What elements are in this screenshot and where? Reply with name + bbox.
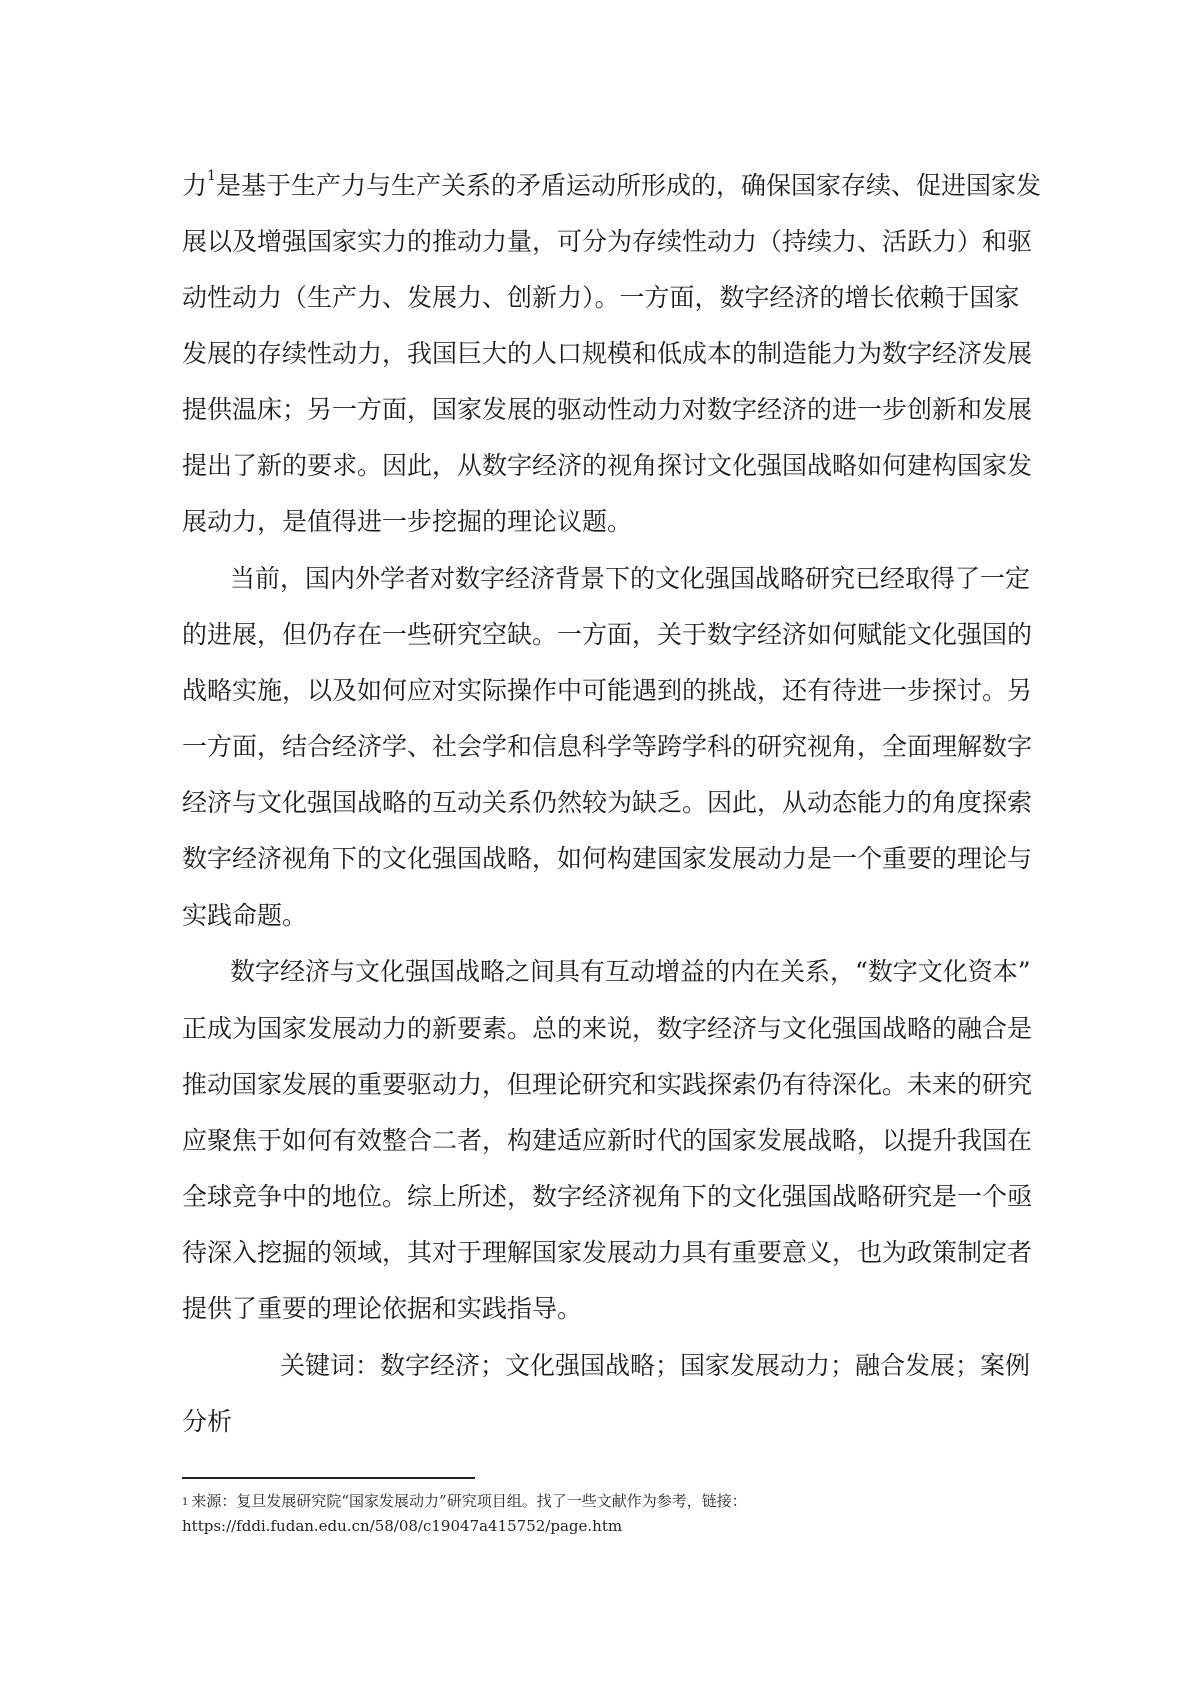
footnote-separator bbox=[182, 1477, 475, 1479]
paragraph-1-line-1 bbox=[182, 157, 1041, 214]
paragraph-1-line-2: 展以及增强国家实力的推动力量，可分为存续性动力（持续力、活跃力）和驱 bbox=[182, 227, 1033, 256]
paragraph-1-line-7: 展动力，是值得进一步挖掘的理论议题。 bbox=[182, 507, 633, 536]
keywords-line-2: 分析 bbox=[182, 1407, 233, 1436]
footnote-text: 来源：复旦发展研究院“国家发展动力”研究项目组。找了一些文献作为参考，链接： bbox=[191, 1492, 747, 1510]
text-span: 力 bbox=[182, 171, 208, 200]
footnote-mark: 1 bbox=[182, 1497, 189, 1508]
paragraph-3-line-4: 应聚焦于如何有效整合二者，构建适应新时代的国家发展战略，以提升我国在 bbox=[182, 1126, 1033, 1155]
paragraph-3-line-7: 提供了重要的理论依据和实践指导。 bbox=[182, 1294, 583, 1323]
footnote-reference[interactable]: 1 bbox=[207, 168, 216, 184]
paragraph-2-line-7: 实践命题。 bbox=[182, 901, 308, 930]
paragraph-1-line-5: 提供温床；另一方面，国家发展的驱动性动力对数字经济的进一步创新和发展 bbox=[182, 395, 1033, 424]
keywords-line-1: 关键词：数字经济；文化强国战略；国家发展动力；融合发展；案例 bbox=[280, 1351, 1031, 1380]
paragraph-2-line-3: 战略实施，以及如何应对实际操作中可能遇到的挑战，还有待进一步探讨。另 bbox=[182, 676, 1033, 705]
paragraph-3-line-6: 待深入挖掘的领域，其对于理解国家发展动力具有重要意义，也为政策制定者 bbox=[182, 1238, 1033, 1267]
paragraph-3-line-2: 正成为国家发展动力的新要素。总的来说，数字经济与文化强国战略的融合是 bbox=[182, 1014, 1033, 1043]
text-span: 是基于生产力与生产关系的矛盾运动所形成的，确保国家存续、促进国家发 bbox=[215, 171, 1041, 200]
paragraph-3-line-1: 数字经济与文化强国战略之间具有互动增益的内在关系，“数字文化资本” bbox=[230, 957, 1031, 986]
paragraph-2-line-5: 经济与文化强国战略的互动关系仍然较为缺乏。因此，从动态能力的角度探索 bbox=[182, 788, 1033, 817]
paragraph-1-line-4: 发展的存续性动力，我国巨大的人口规模和低成本的制造能力为数字经济发展 bbox=[182, 339, 1033, 368]
paragraph-2-line-1: 当前，国内外学者对数字经济背景下的文化强国战略研究已经取得了一定 bbox=[230, 564, 1031, 593]
paragraph-2-line-2: 的进展，但仍存在一些研究空缺。一方面，关于数字经济如何赋能文化强国的 bbox=[182, 620, 1033, 649]
footnote-line-1 bbox=[182, 1489, 1012, 1513]
paragraph-2-line-4: 一方面，结合经济学、社会学和信息科学等跨学科的研究视角，全面理解数字 bbox=[182, 732, 1033, 761]
paragraph-2-line-6: 数字经济视角下的文化强国战略，如何构建国家发展动力是一个重要的理论与 bbox=[182, 844, 1033, 873]
footnote-link[interactable]: https://fddi.fudan.edu.cn/58/08/c19047a415752/page.htm bbox=[182, 1517, 623, 1535]
paragraph-3-line-3: 推动国家发展的重要驱动力，但理论研究和实践探索仍有待深化。未来的研究 bbox=[182, 1070, 1033, 1099]
paragraph-1-line-6: 提出了新的要求。因此，从数字经济的视角探讨文化强国战略如何建构国家发 bbox=[182, 451, 1033, 480]
paragraph-3-line-5: 全球竞争中的地位。综上所述，数字经济视角下的文化强国战略研究是一个亟 bbox=[182, 1182, 1033, 1211]
paragraph-1-line-3: 动性动力（生产力、发展力、创新力）。一方面，数字经济的增长依赖于国家 bbox=[182, 283, 1020, 312]
